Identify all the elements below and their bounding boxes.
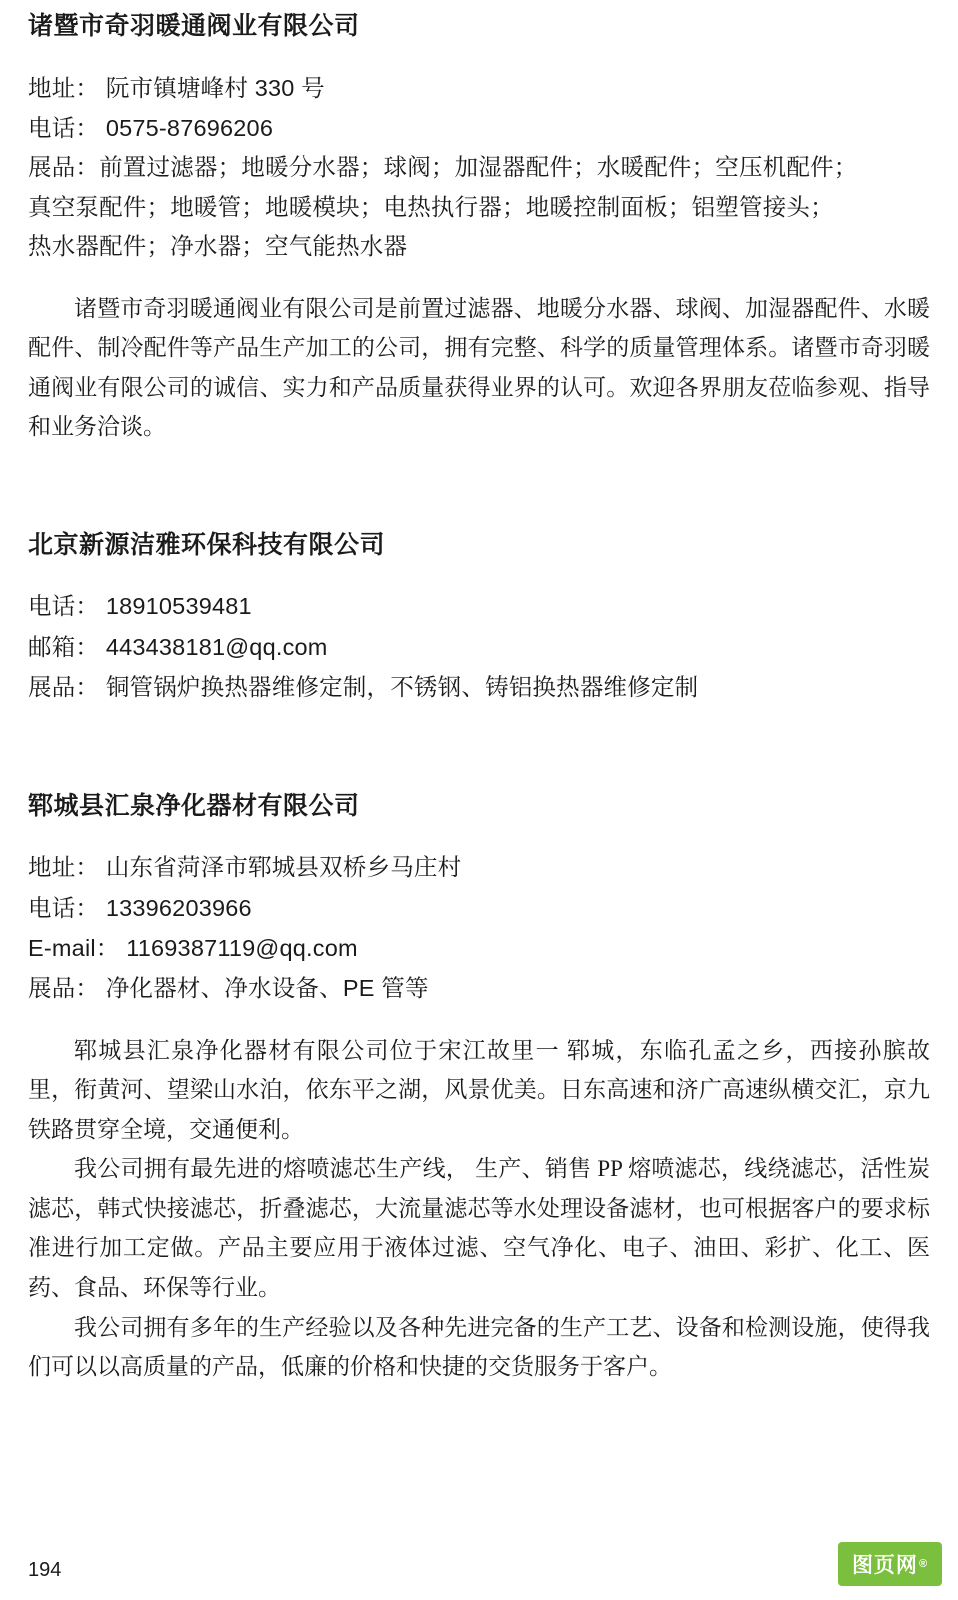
paragraph: 我公司拥有最先进的熔喷滤芯生产线， 生产、销售 PP 熔喷滤芯，线绕滤芯，活性炭滤芯，韩式快接滤芯，折叠滤芯，大流量滤芯等水处理设备滤材，也可根据客户的要求标准进行加工定做。产品主要应用于液体过滤、空气净化、电子、油田、彩扩、化工、医药、食品、环保等行业。 (28, 1156, 930, 1301)
company-info-list (28, 847, 930, 1009)
info-line-exhibits: 展品： 铜管锅炉换热器维修定制，不锈钢、铸铝换热器维修定制 (28, 674, 699, 701)
watermark-text: 图页网 (851, 1554, 918, 1577)
company-name: 北京新源洁雅环保科技有限公司 (28, 530, 386, 559)
info-line-phone: 电话： 18910539481 (28, 593, 252, 620)
info-line-email: 邮箱： 443438181@qq.com (28, 633, 328, 660)
section-spacer (28, 718, 930, 780)
company-name: 诸暨市奇羽暖通阀业有限公司 (28, 12, 360, 40)
paragraph: 我公司拥有多年的生产经验以及各种先进完备的生产工艺、设备和检测设施，使得我们可以以高质量的产品，低廉的价格和快捷的交货服务于客户。 (28, 1314, 930, 1380)
info-line-address: 地址： 山东省菏泽市郓城县双桥乡马庄村 (28, 854, 462, 881)
info-line-exhibits-1: 展品：前置过滤器；地暖分水器；球阀；加湿器配件；水暖配件；空压机配件； (28, 154, 858, 181)
company-name: 郓城县汇泉净化器材有限公司 (28, 791, 360, 820)
company-info-list (28, 68, 930, 267)
watermark-logo (838, 1542, 942, 1586)
paragraph: 郓城县汇泉净化器材有限公司位于宋江故里一 郓城，东临孔孟之乡，西接孙膑故里，衔黄河、望梁山水泊，依东平之湖，风景优美。日东高速和济广高速纵横交汇，京九铁路贯穿全境，交通便利。 (28, 1037, 930, 1142)
company-description (28, 289, 930, 447)
company-block-2 (28, 519, 930, 708)
info-line-phone: 电话： 13396203966 (28, 894, 252, 921)
paragraph: 诸暨市奇羽暖通阀业有限公司是前置过滤器、地暖分水器、球阀、加湿器配件、水暖配件、制冷配件等产品生产加工的公司，拥有完整、科学的质量管理体系。诸暨市奇羽暖通阀业有限公司的诚信、实力和产品质量获得业界的认可。欢迎各界朋友莅临参观、指导和业务洽谈。 (28, 295, 930, 440)
info-line-exhibits-3: 热水器配件；净水器；空气能热水器 (28, 233, 408, 260)
company-block-1 (28, 0, 930, 447)
info-line-address: 地址： 阮市镇塘峰村 330 号 (28, 74, 325, 101)
company-info-list (28, 586, 930, 707)
info-line-email: E-mail： 1169387119@qq.com (28, 934, 358, 961)
watermark-registered-mark: ® (918, 1558, 929, 1570)
company-description (28, 1031, 930, 1387)
page-number: 194 (28, 1559, 62, 1581)
section-spacer (28, 457, 930, 519)
info-line-exhibits: 展品： 净化器材、净水设备、PE 管等 (28, 975, 429, 1002)
info-line-exhibits-2: 真空泵配件；地暖管；地暖模块；电热执行器；地暖控制面板；铝塑管接头； (28, 193, 834, 220)
info-line-phone: 电话： 0575-87696206 (28, 114, 274, 141)
company-block-3 (28, 780, 930, 1387)
